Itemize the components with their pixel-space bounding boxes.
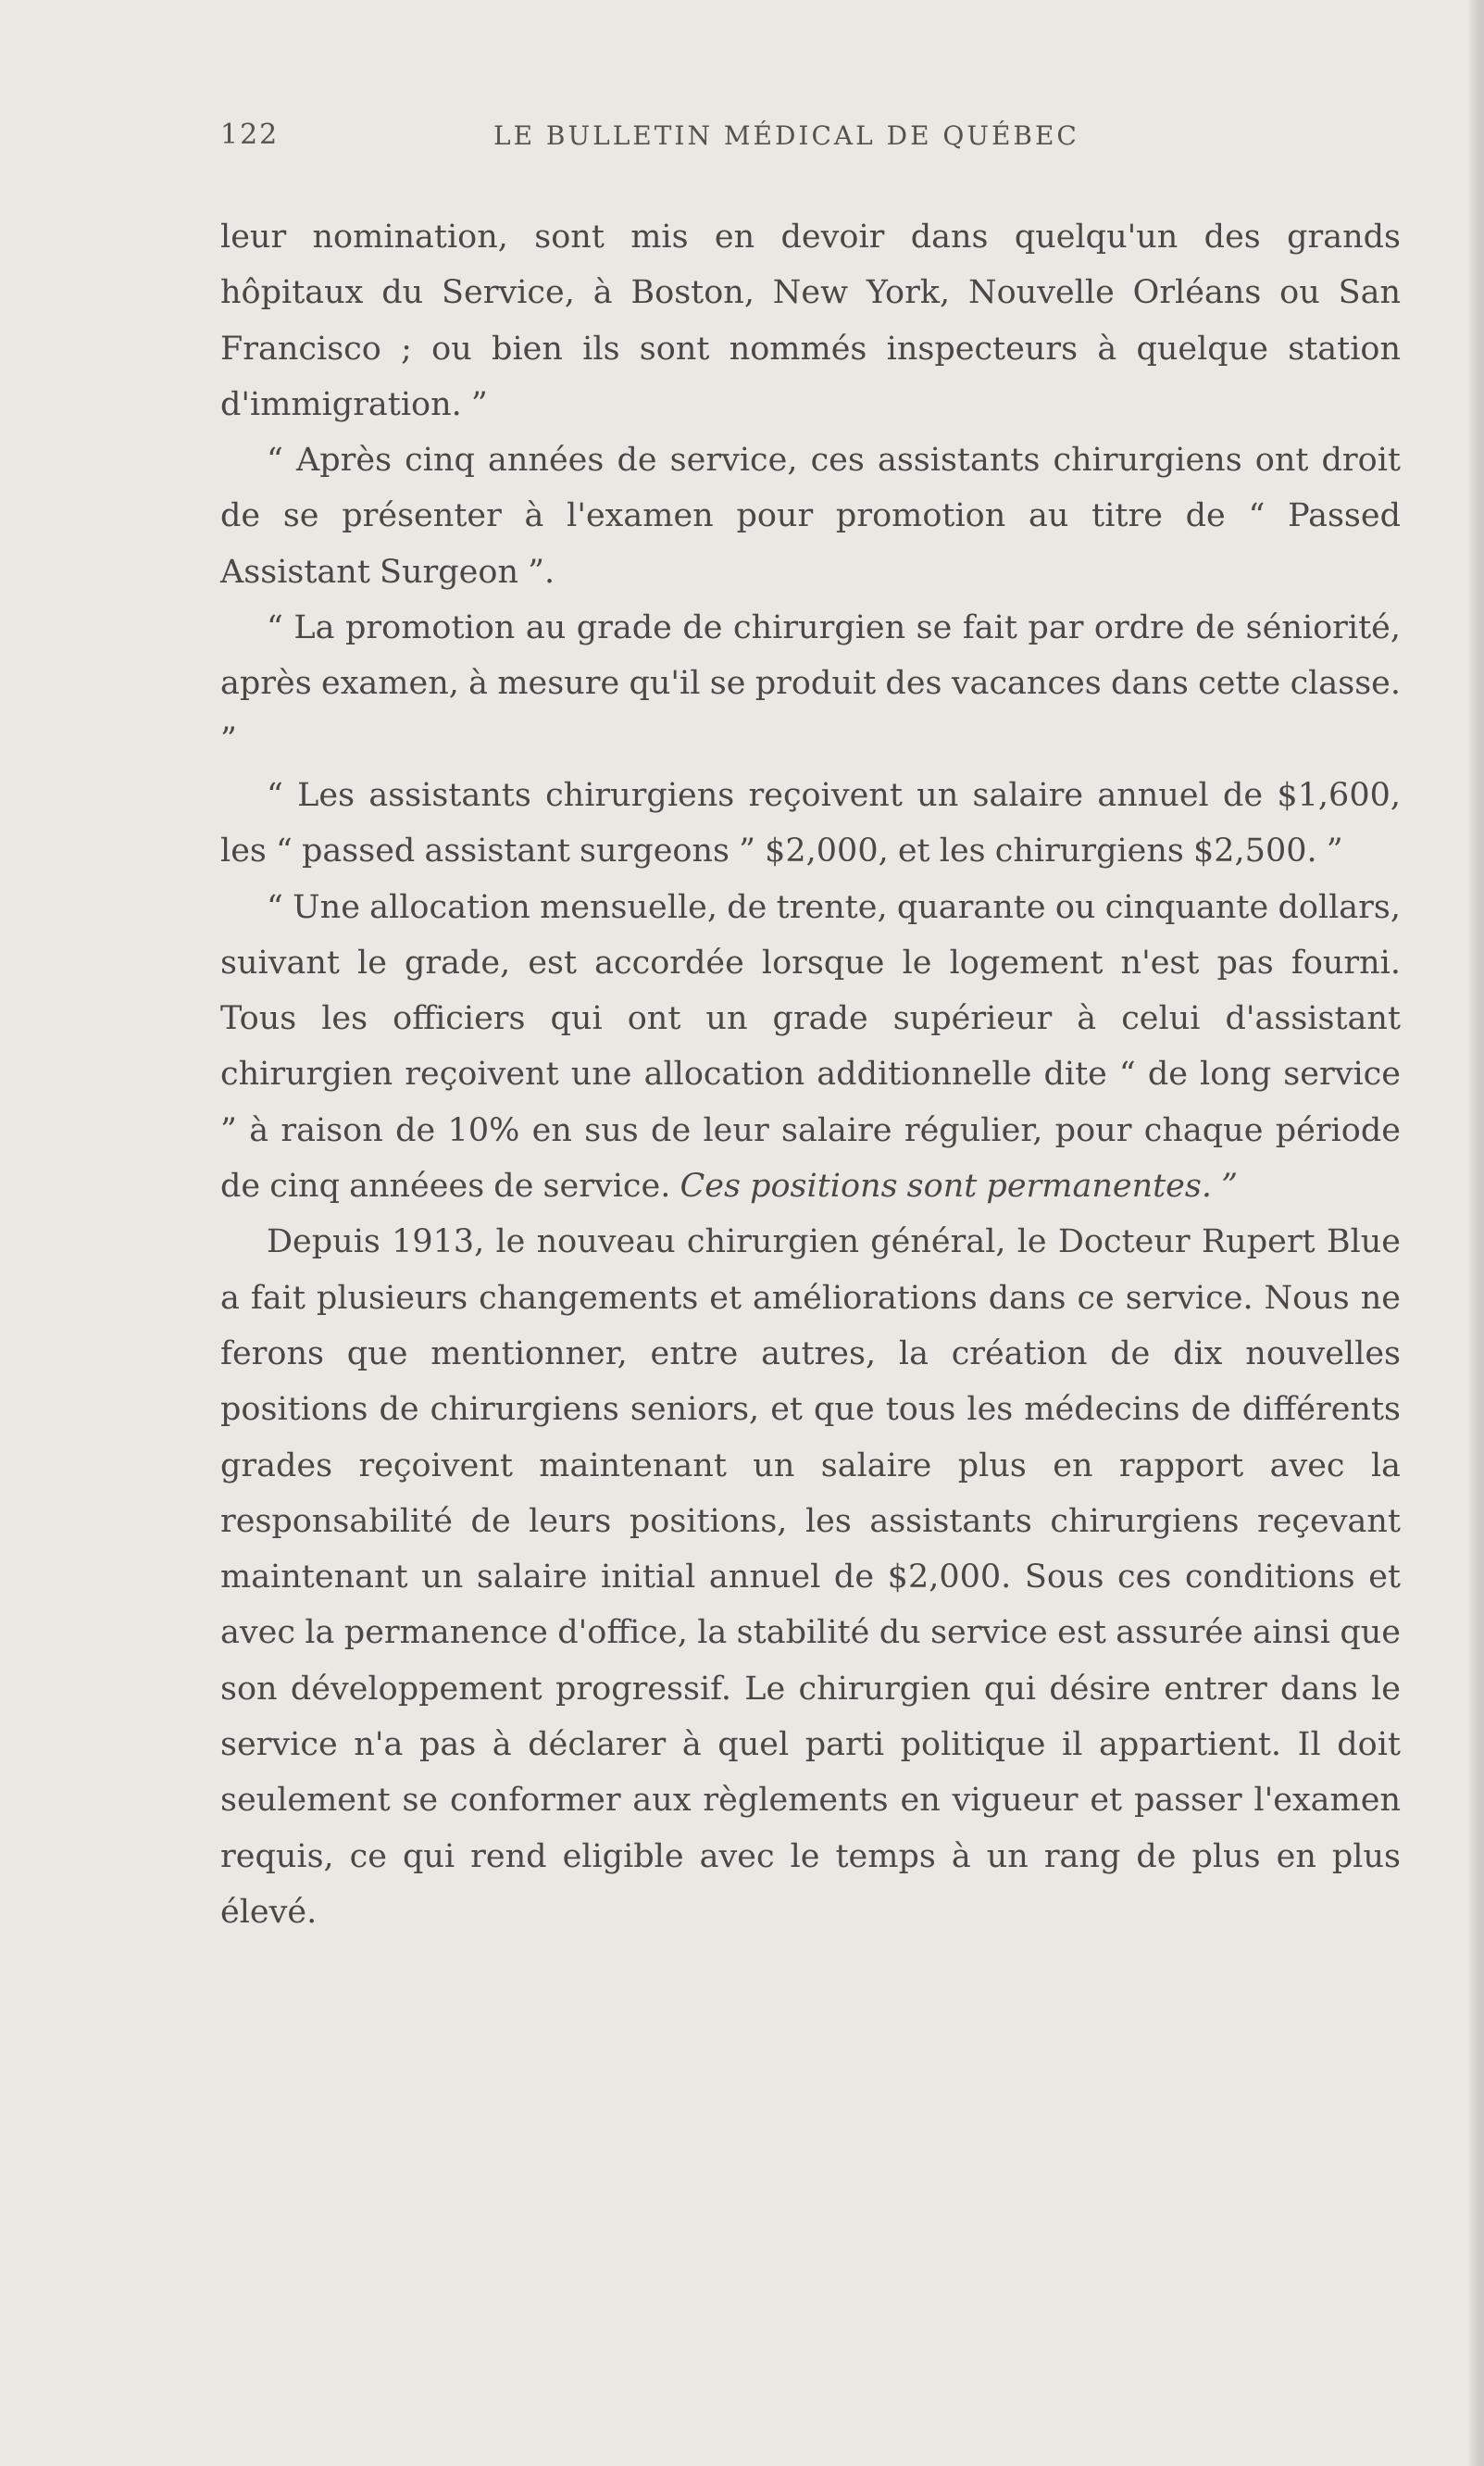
paragraph-5-text: “ Une allocation mensuelle, de trente, quarante ou cinquante dollars, suivant le grade, est accordée lorsque le logement n'est pas fourni. Tous les officiers qui ont un grade supérieur à celui d'assistant chirurgien reçoivent une allocation additionnelle dite “ de long service ” à raison de 10% en sus de leur salaire régulier, pour chaque période de cinq annéees de service. [220,888,1401,1206]
paragraph-6: Depuis 1913, le nouveau chirurgien général, le Docteur Rupert Blue a fait plusieurs changements et améliorations dans ce service. Nous ne ferons que mentionner, entre autres, la création de dix nouvelles positions de chirurgiens seniors, et que tous les médecins de différents grades reçoivent maintenant un salaire plus en rapport avec la responsabilité de leurs positions, les assistants chirurgiens reçevant maintenant un salaire initial annuel de $2,000. Sous ces conditions et avec la permanence d'office, la stabilité du service est assurée ainsi que son développement progressif. Le chirurgien qui désire entrer dans le service n'a pas à déclarer à quel parti politique il appartient. Il doit seulement se conformer aux règlements en vigueur et passer l'examen requis, ce qui rend eligible avec le temps à un rang de plus en plus élevé. [220,1223,1401,1931]
page-header [220,119,1401,165]
running-head: LE BULLETIN MÉDICAL DE QUÉBEC [493,120,1079,151]
page-edge-shadow [1469,0,1484,2466]
paragraph-4: “ Les assistants chirurgiens reçoivent un salaire annuel de $1,600, les “ passed assistant surgeons ” $2,000, et les chirurgiens $2,500. ” [220,776,1401,870]
paragraph-5-italic: Ces positions sont permanentes. ” [680,1168,1239,1206]
paragraph-5 [220,880,1401,1215]
page-number: 122 [220,119,280,151]
paragraph-3: “ La promotion au grade de chirurgien se fait par ordre de séniorité, après examen, à mesure qu'il se produit des vacances dans cette classe. ” [220,609,1401,758]
body-text [220,209,1401,1940]
paragraph-1: leur nomination, sont mis en devoir dans quelqu'un des grands hôpitaux du Service, à Boston, New York, Nouvelle Orléans ou San Francisco ; ou bien ils sont nommés inspecteurs à quelque station d'immigration. ” [220,219,1401,423]
paragraph-2: “ Après cinq années de service, ces assistants chirurgiens ont droit de se présenter à l'examen pour promotion au titre de “ Passed Assistant Surgeon ”. [220,442,1401,591]
